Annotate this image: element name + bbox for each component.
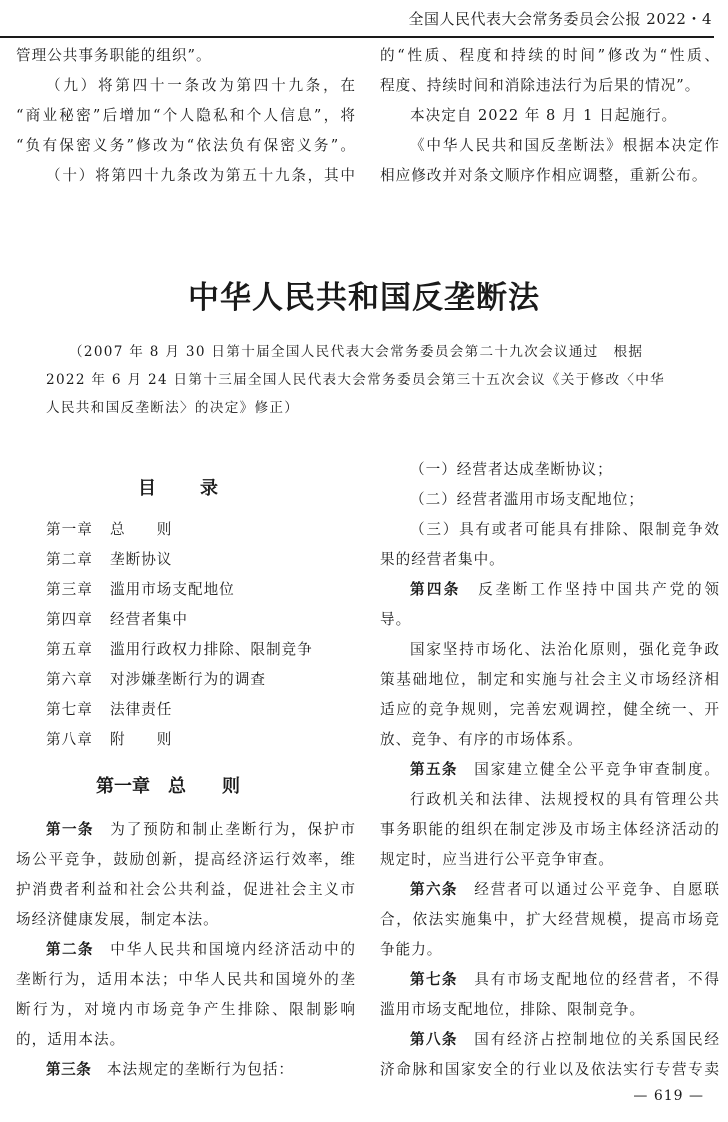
text-line [380, 935, 720, 965]
line-text: 程度、持续时间和消除违法行为后果的情况”。 [380, 77, 701, 94]
toc-heading [138, 474, 218, 500]
text-line [380, 665, 720, 695]
table-of-contents [46, 515, 313, 755]
line-text: 争能力。 [380, 941, 443, 958]
text-line [380, 41, 720, 71]
toc-chapter-title: 总 则 [110, 521, 173, 538]
text-line [380, 635, 720, 665]
text-line [380, 605, 720, 635]
toc-chapter-number: 第七章 [46, 701, 93, 718]
line-text: “商业秘密”后增加“个人隐私和个人信息”，将 [16, 107, 356, 124]
text-line [380, 1055, 720, 1085]
line-text: 国有经济占控制地位的关系国民经 [457, 1031, 720, 1048]
text-line [380, 455, 720, 485]
line-text: 的，适用本法。 [16, 1031, 126, 1048]
toc-chapter-number: 第三章 [46, 581, 93, 598]
top-right-column [380, 41, 720, 191]
body-left-column [16, 815, 356, 1085]
line-text: 垄断行为，适用本法；中华人民共和国境外的垄 [16, 971, 356, 988]
toc-heading-char: 目 [138, 478, 156, 499]
text-line [16, 995, 356, 1025]
line-text: （二）经营者滥用市场支配地位； [410, 491, 644, 508]
line-text: “负有保密义务”修改为“依法负有保密义务”。 [16, 137, 356, 154]
line-text: 中华人民共和国境内经济活动中的 [93, 941, 356, 958]
line-text: 场经济健康发展，制定本法。 [16, 911, 219, 928]
law-title: 中华人民共和国反垄断法 [188, 280, 540, 316]
article-label: 第二条 [46, 941, 94, 958]
text-line [16, 875, 356, 905]
header-divider [0, 36, 714, 38]
text-line [380, 905, 720, 935]
line-text: 为了预防和制止垄断行为，保护市 [93, 821, 356, 838]
text-line [16, 41, 356, 71]
toc-item[interactable] [46, 515, 313, 545]
text-line [380, 515, 720, 545]
text-line [380, 995, 720, 1025]
toc-chapter-number: 第二章 [46, 551, 93, 568]
toc-item[interactable] [46, 725, 313, 755]
page-number: — 619 — [633, 1088, 704, 1104]
toc-item[interactable] [46, 635, 313, 665]
line-text: 规定时，应当进行公平竞争审查。 [380, 851, 614, 868]
line-text: 具有市场支配地位的经营者，不得 [457, 971, 720, 988]
line-text: 断行为，对境内市场竞争产生排除、限制影响 [16, 1001, 356, 1018]
text-line [16, 815, 356, 845]
toc-chapter-title: 对涉嫌垄断行为的调查 [110, 671, 266, 688]
text-line [380, 965, 720, 995]
line-text: 合，依法实施集中，扩大经营规模，提高市场竞 [380, 911, 720, 928]
line-text: 导。 [380, 611, 412, 628]
line-text: 《中华人民共和国反垄断法》根据本决定作 [410, 137, 720, 154]
line-text: 果的经营者集中。 [380, 551, 505, 568]
article-label: 第三条 [46, 1061, 92, 1078]
adoption-note-line: 人民共和国反垄断法〉的决定》修正） [46, 400, 300, 416]
chapter-heading: 第一章 总 则 [96, 776, 240, 797]
adoption-note-line: （2007 年 8 月 30 日第十届全国人民代表大会常务委员会第二十九次会议通过 根据 [46, 344, 644, 360]
line-text: 场公平竞争，鼓励创新，提高经济运行效率，维 [16, 851, 356, 868]
line-text: 本法规定的垄断行为包括： [91, 1061, 295, 1078]
line-text: 管理公共事务职能的组织”。 [16, 47, 212, 64]
text-line [380, 785, 720, 815]
line-text: 本决定自 2022 年 8 月 1 日起施行。 [410, 107, 678, 124]
text-line [380, 845, 720, 875]
line-text: 放、竞争、有序的市场体系。 [380, 731, 583, 748]
toc-item[interactable] [46, 605, 313, 635]
text-line [380, 545, 720, 575]
adoption-note [46, 338, 682, 422]
top-left-column [16, 41, 356, 191]
article-label: 第四条 [410, 581, 461, 598]
toc-item[interactable] [46, 545, 313, 575]
text-line [380, 131, 720, 161]
text-line [16, 845, 356, 875]
body-right-column [380, 455, 720, 1085]
line-text: 行政机关和法律、法规授权的具有管理公共 [410, 791, 720, 808]
line-text: 反垄断工作坚持中国共产党的领 [460, 581, 720, 598]
text-line [16, 161, 356, 191]
text-line [16, 935, 356, 965]
toc-chapter-number: 第六章 [46, 671, 93, 688]
toc-chapter-number: 第八章 [46, 731, 93, 748]
text-line [16, 131, 356, 161]
line-text: 的“性质、程度和持续的时间”修改为“性质、 [380, 47, 720, 64]
toc-chapter-number: 第一章 [46, 521, 93, 538]
text-line [16, 101, 356, 131]
adoption-note-line: 2022 年 6 月 24 日第十三届全国人民代表大会常务委员会第三十五次会议《关于修改〈中华 [46, 372, 666, 388]
article-label: 第五条 [410, 761, 458, 778]
text-line [380, 101, 720, 131]
article-label: 第七条 [410, 971, 458, 988]
line-text: 经营者可以通过公平竞争、自愿联 [457, 881, 720, 898]
line-text: （九）将第四十一条改为第四十九条，在 [46, 77, 356, 94]
article-label: 第一条 [46, 821, 94, 838]
line-text: （一）经营者达成垄断协议； [410, 461, 613, 478]
toc-chapter-title: 法律责任 [110, 701, 173, 718]
article-label: 第六条 [410, 881, 458, 898]
text-line [16, 905, 356, 935]
toc-chapter-title: 滥用行政权力排除、限制竞争 [110, 641, 313, 658]
line-text: 事务职能的组织在制定涉及市场主体经济活动的 [380, 821, 720, 838]
toc-item[interactable] [46, 575, 313, 605]
toc-chapter-title: 附 则 [110, 731, 173, 748]
text-line [380, 1025, 720, 1055]
toc-item[interactable] [46, 665, 313, 695]
line-text: （十）将第四十九条改为第五十九条，其中 [46, 167, 356, 184]
line-text: 济命脉和国家安全的行业以及依法实行专营专卖 [380, 1061, 720, 1078]
toc-chapter-title: 经营者集中 [110, 611, 188, 628]
toc-chapter-number: 第五章 [46, 641, 93, 658]
text-line [16, 1025, 356, 1055]
text-line [380, 161, 720, 191]
toc-item[interactable] [46, 695, 313, 725]
toc-chapter-title: 垄断协议 [110, 551, 173, 568]
line-text: 滥用市场支配地位，排除、限制竞争。 [380, 1001, 646, 1018]
text-line [380, 575, 720, 605]
toc-heading-char: 录 [200, 478, 218, 499]
text-line [380, 695, 720, 725]
text-line [380, 815, 720, 845]
text-line [380, 71, 720, 101]
line-text: 国家建立健全公平竞争审查制度。 [457, 761, 720, 778]
text-line [16, 965, 356, 995]
text-line [380, 755, 720, 785]
text-line [380, 875, 720, 905]
text-line [380, 485, 720, 515]
line-text: 国家坚持市场化、法治化原则，强化竞争政 [410, 641, 720, 658]
line-text: 适应的竞争规则，完善宏观调控，健全统一、开 [380, 701, 720, 718]
text-line [16, 1055, 356, 1085]
line-text: 策基础地位，制定和实施与社会主义市场经济相 [380, 671, 720, 688]
line-text: 相应修改并对条文顺序作相应调整，重新公布。 [380, 167, 708, 184]
toc-chapter-number: 第四章 [46, 611, 93, 628]
article-label: 第八条 [410, 1031, 458, 1048]
line-text: 护消费者利益和社会公共利益，促进社会主义市 [16, 881, 356, 898]
text-line [16, 71, 356, 101]
toc-chapter-title: 滥用市场支配地位 [110, 581, 235, 598]
text-line [380, 725, 720, 755]
journal-title: 全国人民代表大会常务委员会公报 2022・4 [408, 10, 712, 28]
line-text: （三）具有或者可能具有排除、限制竞争效 [410, 521, 720, 538]
